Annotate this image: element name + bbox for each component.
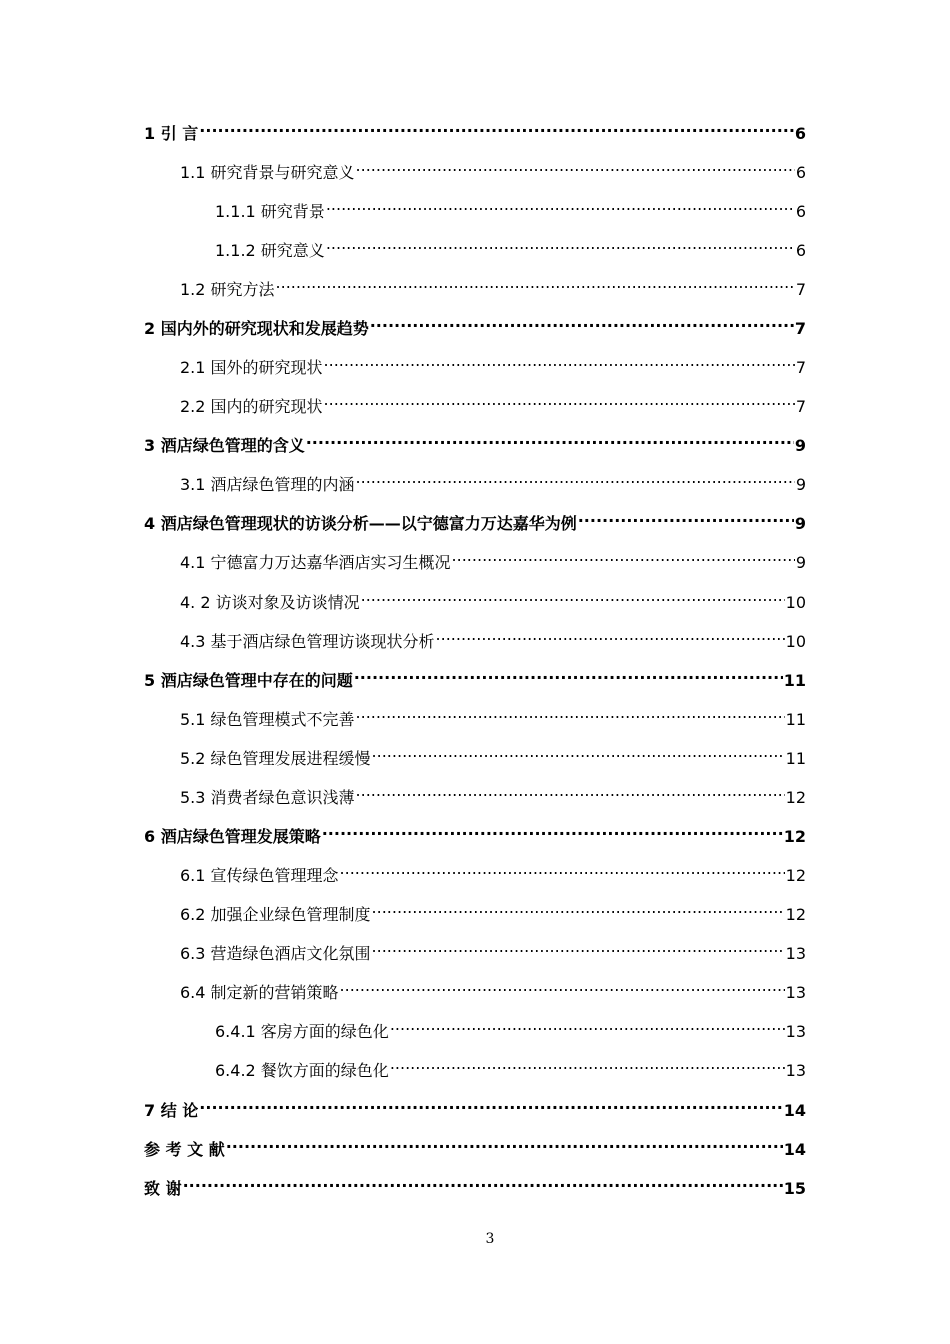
dot-leader xyxy=(226,1131,783,1155)
toc-entry-page: 6 xyxy=(794,124,806,143)
toc-entry-page: 13 xyxy=(785,944,806,963)
dot-leader xyxy=(356,466,795,490)
dot-leader xyxy=(326,232,795,256)
toc-entry[interactable] xyxy=(180,857,806,885)
dot-leader xyxy=(356,779,785,803)
toc-entry-page: 13 xyxy=(785,1061,806,1080)
toc-entry-title: 6.4 制定新的营销策略 xyxy=(180,983,339,1002)
toc-entry-title: 5.3 消费者绿色意识浅薄 xyxy=(180,788,355,807)
toc-entry-page: 13 xyxy=(785,1022,806,1041)
toc-entry-page: 7 xyxy=(795,358,806,377)
toc-entry-page: 9 xyxy=(795,553,806,572)
toc-entry-title: 4.3 基于酒店绿色管理访谈现状分析 xyxy=(180,632,435,651)
toc-entry-page: 13 xyxy=(785,983,806,1002)
toc-entry-title: 6.4.2 餐饮方面的绿色化 xyxy=(215,1061,389,1080)
toc-entry-page: 7 xyxy=(794,319,806,338)
toc-entry-title: 1 引 言 xyxy=(144,124,199,143)
dot-leader xyxy=(372,935,785,959)
dot-leader xyxy=(340,857,785,881)
dot-leader xyxy=(306,427,794,451)
toc-entry-page: 10 xyxy=(785,632,806,651)
toc-entry-title: 2.1 国外的研究现状 xyxy=(180,358,323,377)
dot-leader xyxy=(578,505,794,529)
toc-entry[interactable] xyxy=(144,505,806,533)
dot-leader xyxy=(372,896,785,920)
toc-entry[interactable] xyxy=(180,388,806,416)
toc-entry-page: 9 xyxy=(795,475,806,494)
toc-entry-title: 3.1 酒店绿色管理的内涵 xyxy=(180,475,355,494)
toc-entry-title: 4. 2 访谈对象及访谈情况 xyxy=(180,593,360,612)
dot-leader xyxy=(183,1170,783,1194)
dot-leader xyxy=(322,818,783,842)
dot-leader xyxy=(356,701,785,725)
toc-entry-page: 12 xyxy=(785,866,806,885)
toc-entry-page: 14 xyxy=(783,1140,806,1159)
dot-leader xyxy=(324,349,795,373)
toc-entry[interactable] xyxy=(144,1170,806,1198)
dot-leader xyxy=(361,584,785,608)
toc-entry-title: 4 酒店绿色管理现状的访谈分析——以宁德富力万达嘉华为例 xyxy=(144,514,577,533)
toc-entry-page: 12 xyxy=(785,905,806,924)
toc-entry[interactable] xyxy=(180,544,806,572)
dot-leader xyxy=(370,310,794,334)
page-number: 3 xyxy=(485,1231,495,1247)
toc-entry-title: 6.2 加强企业绿色管理制度 xyxy=(180,905,371,924)
toc-entry-page: 7 xyxy=(795,397,806,416)
toc-entry[interactable] xyxy=(180,779,806,807)
toc-entry-page: 12 xyxy=(783,827,806,846)
toc-entry[interactable] xyxy=(144,115,806,143)
toc-entry-title: 参 考 文 献 xyxy=(144,1140,225,1159)
toc-entry[interactable] xyxy=(144,662,806,690)
toc-entry-page: 12 xyxy=(785,788,806,807)
toc-entry-title: 致 谢 xyxy=(144,1179,182,1198)
toc-entry[interactable] xyxy=(180,740,806,768)
dot-leader xyxy=(324,388,795,412)
toc-entry-page: 6 xyxy=(795,202,806,221)
toc-entry-page: 11 xyxy=(785,710,806,729)
toc-entry-title: 6.3 营造绿色酒店文化氛围 xyxy=(180,944,371,963)
toc-entry-title: 4.1 宁德富力万达嘉华酒店实习生概况 xyxy=(180,553,451,572)
toc-entry-page: 14 xyxy=(783,1101,806,1120)
toc-entry-title: 6.1 宣传绿色管理理念 xyxy=(180,866,339,885)
toc-entry-page: 6 xyxy=(795,241,806,260)
toc-entry-page: 9 xyxy=(794,514,806,533)
dot-leader xyxy=(372,740,785,764)
toc-entry-page: 7 xyxy=(795,280,806,299)
dot-leader xyxy=(199,1092,782,1116)
toc-entry-page: 11 xyxy=(785,749,806,768)
toc-entry[interactable] xyxy=(215,193,806,221)
dot-leader xyxy=(390,1052,785,1076)
toc-entry[interactable] xyxy=(180,584,806,612)
toc-entry-page: 6 xyxy=(795,163,806,182)
toc-entry[interactable] xyxy=(180,974,806,1002)
toc-entry-title: 1.1.2 研究意义 xyxy=(215,241,325,260)
toc-entry[interactable] xyxy=(180,466,806,494)
dot-leader xyxy=(354,662,783,686)
toc-entry-title: 1.2 研究方法 xyxy=(180,280,275,299)
toc-entry-page: 15 xyxy=(783,1179,806,1198)
toc-entry-title: 7 结 论 xyxy=(144,1101,199,1120)
toc-entry[interactable] xyxy=(144,1092,806,1120)
toc-entry-page: 9 xyxy=(794,436,806,455)
toc-entry[interactable] xyxy=(180,896,806,924)
toc-entry[interactable] xyxy=(215,1052,806,1080)
toc-entry[interactable] xyxy=(180,935,806,963)
toc-entry-title: 1.1.1 研究背景 xyxy=(215,202,325,221)
toc-entry[interactable] xyxy=(215,1013,806,1041)
toc-entry-title: 3 酒店绿色管理的含义 xyxy=(144,436,305,455)
toc-entry[interactable] xyxy=(144,1131,806,1159)
dot-leader xyxy=(452,544,795,568)
toc-entry-page: 11 xyxy=(783,671,806,690)
toc-entry-title: 5.1 绿色管理模式不完善 xyxy=(180,710,355,729)
toc-entry[interactable] xyxy=(144,310,806,338)
toc-entry-title: 2 国内外的研究现状和发展趋势 xyxy=(144,319,369,338)
toc-entry-title: 5.2 绿色管理发展进程缓慢 xyxy=(180,749,371,768)
dot-leader xyxy=(356,154,795,178)
toc-entry[interactable] xyxy=(215,232,806,260)
toc-entry-page: 10 xyxy=(785,593,806,612)
dot-leader xyxy=(340,974,785,998)
toc-entry-title: 2.2 国内的研究现状 xyxy=(180,397,323,416)
dot-leader xyxy=(390,1013,785,1037)
dot-leader xyxy=(276,271,795,295)
dot-leader xyxy=(436,623,785,647)
toc-entry[interactable] xyxy=(180,154,806,182)
dot-leader xyxy=(326,193,795,217)
toc-entry-title: 6 酒店绿色管理发展策略 xyxy=(144,827,321,846)
dot-leader xyxy=(199,115,794,139)
toc-entry[interactable] xyxy=(180,349,806,377)
toc-entry-title: 5 酒店绿色管理中存在的问题 xyxy=(144,671,353,690)
toc-entry[interactable] xyxy=(180,271,806,299)
toc-entry[interactable] xyxy=(144,427,806,455)
toc-entry-title: 6.4.1 客房方面的绿色化 xyxy=(215,1022,389,1041)
toc-entry[interactable] xyxy=(144,818,806,846)
toc-entry[interactable] xyxy=(180,701,806,729)
toc-entry-title: 1.1 研究背景与研究意义 xyxy=(180,163,355,182)
toc-entry[interactable] xyxy=(180,623,806,651)
